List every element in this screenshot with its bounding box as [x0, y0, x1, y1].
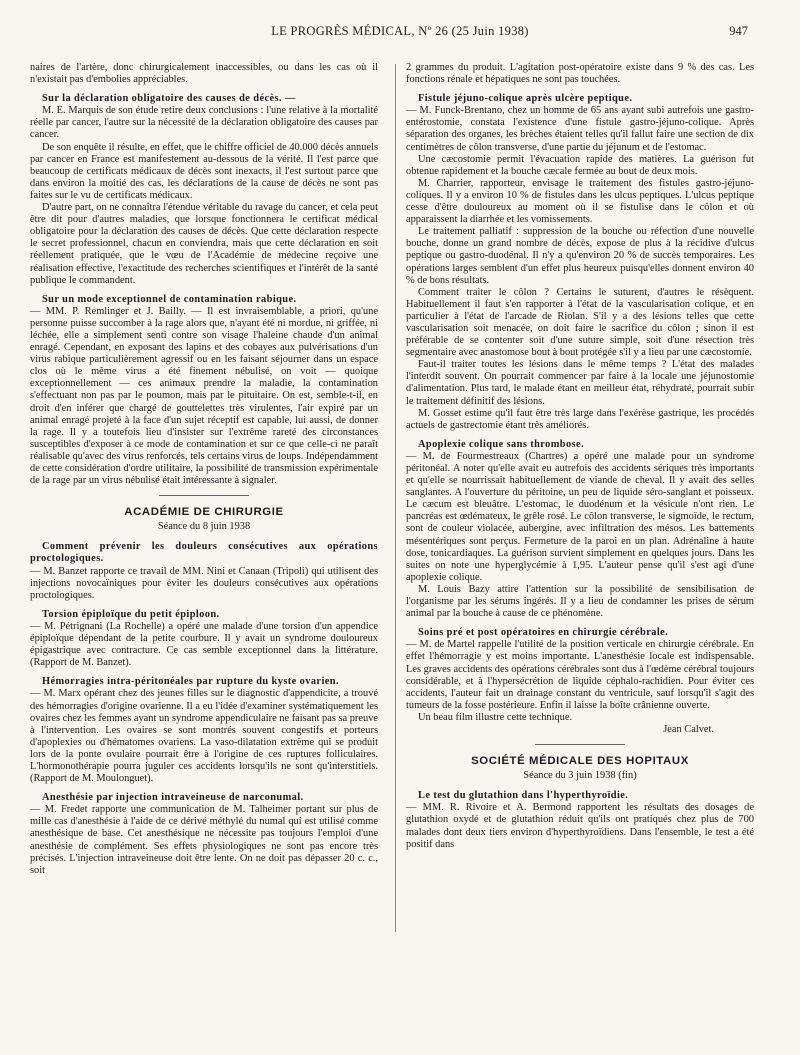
author-signature: Jean Calvet. — [663, 723, 714, 735]
article-title: Anesthésie par injection intraveineuse de narconumal. — [42, 792, 304, 804]
session-date: Séance du 3 juin 1938 (fin) — [523, 770, 637, 782]
journal-title: LE PROGRÈS MÉDICAL, Nº 26 (25 Juin 1938) — [271, 24, 529, 38]
article-title: Sur un mode exceptionnel de contamination rabique. — [42, 293, 297, 305]
session-date: Séance du 8 juin 1938 — [157, 521, 251, 533]
paragraph: Faut-il traiter toutes les lésions dans le même temps ? L'état des malades l'interdit souvent. On pourrait commencer par faire à la locale une jéjunostomie d'alimentation. Plus tard, le malade étant en meilleur état, réhydraté, pourrait subir le traitement définitif des lésions. — [406, 359, 754, 407]
paragraph: — M. Funck-Brentano, chez un homme de 65 ans ayant subi autrefois une gastro-entérostomie, constata l'existence d'une fistule gastro-jéjuno-colique. Après séparation des organes, les brèches étaient telles qu'il fallut faire une section de dix centimètres de côlon transverse, d'une partie du jéjunum et de l'estomac. — [406, 105, 754, 153]
paragraph: — M. de Martel rappelle l'utilité de la position verticale en chirurgie cérébrale. En effet l'hémorragie y est moins importante. L'anesthésie locale est indispensable. Les graves accidents des opérations cérébrales sont dus à l'œdème cérébral toujours considérable, et à l'hypersécrétion de liquide céphalo-rachidien. Pour éviter ces accidents, l'auteur fait un drainage constant du ventricule, sauf lorsqu'il s'agit des tumeurs de la fosse postérieure. Enfin il laisse la boîte crânienne ouverte. — [406, 639, 754, 711]
paragraph: — M. Marx opérant chez des jeunes filles sur le diagnostic d'appendicite, a trouvé des hémorragies d'origine ovarienne. Il a eu l'idée d'examiner systématiquement les ovaires chez les femmes ayant un syndrome appendiculaire ne faisant pas sa preuve à l'intervention. Les ovaires se sont montrés souvent congestifs et porteurs d'apoplexies ou d'hématomes ovariens. La vaso-dilatation extrême qui se produit lors de la ponte ovulaire pourrait être à l'origine de ces ruptures folliculaires. L'hormonothérapie pourra juguler ces accidents lorsqu'ils ne sont qu'interstitiels. (Rapport de M. Moulonguet). — [30, 688, 378, 785]
paragraph: — M. de Fourmestreaux (Chartres) a opéré une malade pour un syndrome péritonéal. A noter qu'elle avait eu autrefois des accidents sériques très importants et qu'elle se nourrissait habituellement de viande de cheval. Il y avait des selles sanglantes. A l'ouverture du péritoine, un peu de liquide séro-sanglant et poisseux. Le cæcum est bleuâtre. L'estomac, le duodénum et la vésicule n'ont rien. Le pancréas est œdémateux, le grêle rosé. Le côlon transverse, le sigmoïde, le rectum, sont de couleur violacée, aubergine, avec infiltration des mésos. Les battements mésentériques sont perçus. Fermeture de la paroi en un plan. Adrénaline à haute dose, tonicardiaques. La guérison survient simplement en quelques jours. Dans les suites on note une hyperglycémie à 1,95. L'auteur pense qu'il s'est agi d'une apoplexie colique. — [406, 450, 754, 583]
right-column — [406, 62, 754, 851]
article-title: Le test du glutathion dans l'hyperthyroïdie. — [418, 790, 629, 802]
section-heading: SOCIÉTÉ MÉDICALE DES HOPITAUX — [471, 755, 689, 768]
paragraph: naires de l'artère, donc chirurgicalement inaccessibles, ou dans les cas où il n'existait pas d'embolies appréciables. — [30, 62, 378, 86]
article-title: Torsion épiploïque du petit épiploon. — [42, 608, 220, 620]
page-number: 947 — [729, 24, 748, 38]
paragraph: Comment traiter le côlon ? Certains le suturent, d'autres le résèquent. Habituellement il faut s'en rapporter à l'état de la vascularisation colique, et en particulier à l'état de l'arcade de Riolan. S'il y a des lésions telles que cette vascularisation soit menacée, on doit faire le sacrifice du côlon ; sinon il est préférable de se contenter soit d'une suture simple, soit d'une résection très segmentaire avec anastomose bout à bout protégée s'il y a lieu par une cæcostomie. — [406, 286, 754, 359]
paragraph: Une cæcostomie permit l'évacuation rapide des matières. La guérison fut obtenue rapidement et la bouche cæcale fermée au bout de deux mois. — [406, 153, 754, 177]
article-title: Sur la déclaration obligatoire des causes de décès. — — [42, 93, 296, 105]
paragraph: Le traitement palliatif : suppression de la bouche ou réfection d'une nouvelle bouche, donne un grand nombre de décès, expose de plus à la récidive d'ulcus peptique ou gastro-duodénal. Il n'y a qu'environ 20 % de succès temporaires. Les opérations larges semblent d'un effet plus heureux puisqu'elles donnent environ 40 % de bons résultats. — [406, 226, 754, 286]
paragraph: — MM. R. Rivoire et A. Bermond rapportent les résultats des dosages de glutathion oxydé et de glutathion réduit qu'ils ont pratiqués chez plus de 700 malades dont deux tiers environ d'hyperthyroïdiens. Dans l'ensemble, le test a été positif dans — [406, 802, 754, 850]
paragraph: — M. Pétrignani (La Rochelle) a opéré une malade d'une torsion d'un appendice épiploïque dépendant de la petite courbure. Il y avait un syndrome douloureux épigastrique avec contracture. Ce cas semble exceptionnel dans la littérature. (Rapport de M. Banzet). — [30, 620, 378, 669]
paragraph: M. Louis Bazy attire l'attention sur la possibilité de sensibilisation de l'organisme par les sérums ingérés. Il y a lieu de condamner les prises de sérum animal par la bouche à cause de ce phénomène. — [406, 583, 754, 620]
section-rule — [535, 744, 625, 745]
paragraph: D'autre part, on ne connaîtra l'étendue véritable du ravage du cancer, et cela peut être dit pour d'autres maladies, que lorsque fonctionnera le certificat médical obligatoire pour la déclaration des causes de décès. Que cette déclaration respecte le secret professionnel, chacun en conviendra, mais que cette déclaration en soit réellement pratiquée, que le vœu de l'Académie de médecine reçoive une réalisation effective, l'exactitude des recherches scientifiques et l'intérêt de la santé publique le commandent. — [30, 202, 378, 286]
paragraph: Un beau film illustre cette technique. — [418, 711, 573, 723]
paragraph: M. E. Marquis de son étude retire deux conclusions : l'une relative à la mortalité réelle par cancer, l'autre sur la nécessité de la déclaration obligatoire des causes par cancer. — [30, 105, 378, 141]
paragraph: — MM. P. Remlinger et J. Bailly. — Il est invraisemblable, a priori, qu'une personne puisse succomber à la rage alors que, n'ayant été ni mordue, ni griffée, ni léchée, elle a simplement senti contre son visage l'haleine chaude d'un animal enragé. Cependant, en exposant des lapins et des cobayes aux pulvérisations d'un virus rabique particulièrement agressif ou en les faisant séjourner dans un espace clos où le même virus a été finement nébulisé, on voit — quoique exceptionnellement — ces animaux prendre la maladie, la contamination s'effectuant non pas par le poumon, mais par le pituitaire. On est, semble-t-il, en droit d'en inférer que chargé de gouttelettes très virulentes, l'air expiré par un animal enragé projeté à la face d'un sujet réceptif est capable, lui aussi, de donner la rage. Il y a toutefois lieu d'insister sur l'extrême rareté des circonstances susceptibles d'exposer à ce mode de contamination et sur ce que celle-ci ne paraît réalisable qu'avec des virus renforcés, tels certains virus de loups. Indépendamment de cette considération d'ordre utilitaire, la possibilité de transmission expérimentale de la rage par un virus nébulisé était intéressante à signaler. — [30, 305, 378, 487]
column-divider — [395, 64, 396, 932]
article-title: Fistule jéjuno-colique après ulcère peptique. — [418, 93, 633, 105]
section-heading: ACADÉMIE DE CHIRURGIE — [124, 506, 284, 519]
running-header — [0, 24, 800, 44]
paragraph: 2 grammes du produit. L'agitation post-opératoire existe dans 9 % des cas. Les fonctions rénale et hépatiques ne sont pas touchées. — [406, 62, 754, 86]
paragraph: — M. Fredet rapporte une communication de M. Talheimer portant sur plus de mille cas d'anesthésie à l'aide de ce dérivé méthylé du numal qui est utilisé comme anesthésique de base. Cet anesthésique ne nécessite pas toujours l'emploi d'une anesthésie de complément. Ses effets physiologiques ne sont pas encore très précisés. L'injection intraveineuse doit être lente. On ne doit pas dépasser 20 c. c., soit — [30, 804, 378, 876]
article-title: Soins pré et post opératoires en chirurgie cérébrale. — [418, 627, 669, 639]
section-rule — [159, 495, 249, 496]
paragraph: M. Gosset estime qu'il faut être très large dans l'exérèse gastrique, les procédés actuels de gastrectomie étant très améliorés. — [406, 407, 754, 431]
article-title: Hémorragies intra-péritonéales par rupture du kyste ovarien. — [42, 676, 339, 688]
article-title: Comment prévenir les douleurs consécutives aux opérations proctologiques. — [30, 541, 378, 565]
paragraph: — M. Banzet rapporte ce travail de MM. Nini et Canaan (Tripoli) qui utilisent des injections novocaïniques pour éviter les douleurs consécutives aux opérations proctologiques. — [30, 565, 378, 601]
article-title: Apoplexie colique sans thrombose. — [418, 438, 584, 450]
left-column — [30, 62, 378, 877]
paragraph: De son enquête il résulte, en effet, que le chiffre officiel de 40.000 décès annuels par cancer en France est manifestement au-dessous de la vérité. Il l'est parce que beaucoup de certificats médicaux de décès sont inexacts, il l'est surtout parce que dans environ la moitié des cas, les déclarations de la cause de décès ne sont pas faites sur le vu de certificats médicaux. — [30, 141, 378, 201]
paragraph: M. Charrier, rapporteur, envisage le traitement des fistules gastro-jéjuno-coliques. Il y a environ 10 % de fistules dans les ulcus peptiques. L'ulcus peptique cesse d'être douloureux au moment où il se fistulise dans le côlon et où apparaissent la diarrhée et les vomissements. — [406, 177, 754, 226]
